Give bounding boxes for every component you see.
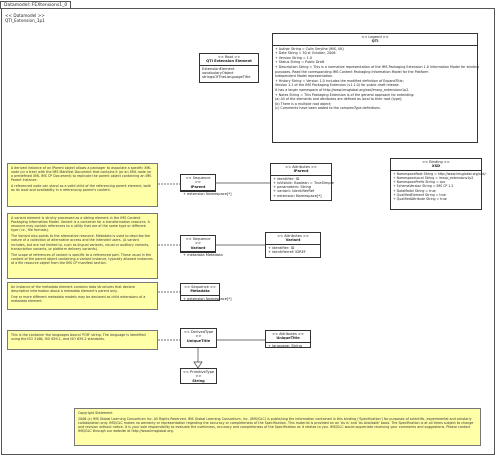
class-attribute: + History String = Version 1.0 includes the modified definition of ExpandTitle; (275, 78, 404, 83)
class-stereotype: << Attributes >> (271, 332, 305, 336)
note-paragraph: The scope of references of variant is specific to a referenced part. These usual in the context of the parent object containing a variant instance, typically allowed instances of a file resource object from the IMS CP manifest section. (11, 252, 153, 265)
class-metadata-sequence[interactable] (180, 283, 232, 301)
class-attribute: (c) Comments have been added to the complexType definitions. (275, 106, 381, 111)
class-attribute: + Description String = This is a normative representation of the IMS Packaging Extension 1.0 Information Model for binding (275, 64, 479, 69)
class-binding[interactable] (390, 158, 486, 210)
class-attribute: + extension Namespace[*] (273, 193, 322, 198)
class-variant-attributes[interactable] (265, 232, 321, 258)
package-name: QTI_Extension_1p1 (5, 18, 45, 23)
class-attribute: (b) There is a multiple root object; (275, 101, 332, 106)
class-attribute: + parameters: String (273, 185, 312, 190)
class-name: UniqueTitle (186, 338, 211, 343)
class-attribute: + variant: IdentifierRef (273, 189, 315, 194)
class-attribute: + language: String (268, 343, 302, 348)
note-copyright (74, 408, 481, 446)
class-attribute: Version 1.1 of the IMS Packaging Extension (v1.1.0) for public draft release. (275, 83, 400, 88)
note-paragraph: An instance of the metadata element contains data structures that declare descriptive information about a metadata element's parent only. (11, 285, 135, 294)
class-stereotype: << DerivedType >> (183, 330, 214, 339)
class-stereotype: << Sequence >> (185, 237, 211, 246)
copyright-text: 2006 (c) IMS Global Learning Consortium Inc. All Rights Reserved. IMS Global Learning Consortium, Inc. (IMS/GLC) is publishing the information contained in this binding ('Specification') for purposes of scientific, experimental and scholarly collaboration only. IMS/GLC makes no warranty or representation regarding the accuracy or completeness of the Specification. This material is provided on an 'As Is' and 'As Available' basis. The Specification is at all times subject to change and revision without notice. It is your sole responsibility to evaluate the usefulness, accuracy and completeness of the Specification as it relates to you. IMS/GLC would appreciate receiving your comments and suggestions. Please contact IMS/GLC through our website at http://www.imsglobal.org. (78, 417, 474, 434)
class-attribute: + QualifiedElement String = true (393, 193, 446, 198)
class-attribute: + Version String = 1.0 (275, 55, 312, 60)
class-attribute: + extension Namespace[*] (183, 191, 232, 196)
class-attribute: + Date String = 30 st October, 2006 (275, 51, 336, 56)
class-iparent-attributes[interactable] (270, 163, 332, 201)
class-attribute: + isVisible: Boolean = TrueSimple (273, 180, 334, 185)
class-stereotype: << Sequence >> (185, 176, 211, 185)
class-attribute: + NamespaceRoot String = http://www.imsglobal.org/xsd/ (393, 171, 486, 176)
class-string-primitive[interactable] (180, 368, 217, 384)
class-qti-extension-element[interactable] (199, 53, 259, 83)
class-attribute: stringsOfTheLanguageTitle (202, 75, 251, 80)
class-name: Variant (190, 245, 206, 250)
class-name: QTI (371, 39, 379, 44)
note-iparent (7, 163, 158, 207)
class-attribute: + DataModel String = true (393, 188, 436, 193)
class-name: XSD (431, 164, 441, 169)
class-name: IParent (190, 184, 206, 189)
class-attribute: vocabularyObject (202, 70, 234, 75)
class-attribute: It has a larger namespace of http://www.imsglobal.org/xsd/imscp_extensionv1p2. (275, 87, 410, 92)
class-attribute: + identifier: ID (273, 176, 300, 181)
class-stereotype: << Binding >> (422, 160, 450, 164)
class-attribute: + metadata Metadata (183, 252, 223, 257)
class-variant-sequence[interactable] (180, 235, 223, 257)
class-name: QTI Extension Element (206, 59, 252, 64)
class-attribute: purposes. Read the corresponding IMS Content Packaging Information Model for the Platform (275, 69, 429, 74)
class-stereotype: << Legend >> (361, 35, 389, 39)
package-stereotype: << Datamodel >> (5, 13, 45, 18)
class-stereotype: << PrimitiveType >> (182, 370, 215, 379)
class-attribute: Independent Model representation. (275, 74, 334, 79)
note-variant (7, 213, 158, 279)
package-tab[interactable]: Datamodel::FEXtensions1_0 (0, 1, 71, 9)
class-attribute: + Author String = Colin Smythe (IMS, UK) (275, 46, 344, 51)
class-attribute: (a) All of the elements and attributes are defined as local to their root (type); (275, 97, 403, 102)
class-uniquetitle-attributes[interactable] (265, 330, 311, 348)
class-attribute: + QualifiedAttribute String = true (393, 197, 447, 202)
class-attribute: + SchemaVersion String = IMS CP 1.2 (393, 184, 454, 189)
note-paragraph: A variant element is strictly processed as a sibling element in the IMS Content Packaging Information Model. Variant is a container for a transformation resource. A resource may contain references to a utility that are of the same type or different type (i.e., file formats). (11, 216, 150, 233)
class-legend[interactable] (272, 33, 478, 143)
copyright-title: Copyright Statement (78, 411, 113, 415)
class-attribute: + extension Namespace[*] (183, 296, 232, 301)
class-stereotype: << Attributes >> (276, 234, 310, 238)
note-paragraph: This is the container the languages bound 'FOR' string. The language is identified using the ISO 3166, ISO 639-1, and ISO 639-2 standards. (11, 333, 146, 342)
class-uniquetitle-derived[interactable] (180, 328, 217, 348)
class-name: Variant (285, 238, 301, 243)
class-name: IParent (293, 169, 309, 174)
note-paragraph: A derived instance of an IParent object allows a packager to associate a specific XML node (or a tree) with the IMS Manifest Document that contains it (or an XML node (or a predefined XML IMS CP Document) to replicate the parent object containing an IMS Parent instance. (11, 166, 152, 183)
class-attribute: + Notes String = This Packaging Extension is of the general approach for extending: (275, 92, 415, 97)
class-attribute: + NamespacePrefix String = cpx (393, 180, 446, 185)
class-attribute: ExtensionElement (202, 66, 235, 71)
note-paragraph: One or more different metadata models may be declared as child extensions of a metadata element. (11, 295, 146, 304)
class-attribute: + NamespaceLocal String = imscp_extensionv1p2 (393, 175, 474, 180)
note-metadata (7, 282, 158, 310)
class-stereotype: << Sequence >> (183, 285, 217, 289)
class-iparent-sequence[interactable] (180, 174, 232, 196)
note-uniquetitle (7, 330, 158, 350)
note-paragraph: The Variant also points to the alternative resource. Metadata is used to describe the nature of a collection of alternative access and the intended users. (A variant includes, but are not limited to, such as lingual variants, visual or auditory variants, transcription variants, or platform delivery variants). (11, 234, 151, 251)
note-paragraph: A referenced node can stand as a valid child of the referencing parent element, both as its local and availability in a referencing parent's content. (11, 184, 151, 193)
class-name: Metadata (190, 289, 210, 294)
class-name: UniqueTitle (276, 336, 300, 341)
class-stereotype: << Root >> (217, 55, 241, 59)
class-attribute: + Status String = Public Draft (275, 60, 325, 65)
class-name: String (192, 378, 205, 383)
class-attribute: + identifierref: IDREF (268, 249, 306, 254)
class-attribute: + identifier: ID (268, 245, 295, 250)
class-stereotype: << Attributes >> (284, 165, 318, 169)
